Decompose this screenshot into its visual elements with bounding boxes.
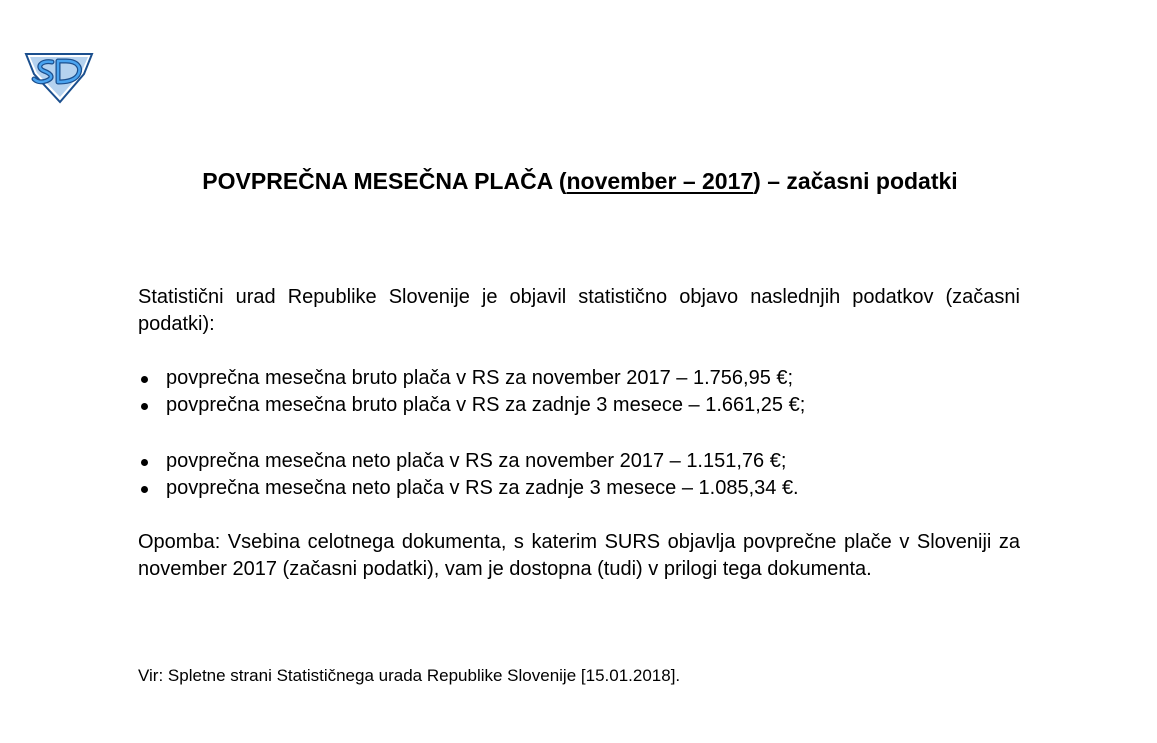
list-item: povprečna mesečna neto plača v RS za zadnje 3 mesece – 1.085,34 €. [138, 475, 1018, 502]
list-item: povprečna mesečna neto plača v RS za november 2017 – 1.151,76 €; [138, 448, 1018, 475]
title-part-1: POVPREČNA MESEČNA PLAČA ( [202, 168, 567, 194]
list-item: povprečna mesečna bruto plača v RS za november 2017 – 1.756,95 €; [138, 365, 1018, 392]
bruto-salary-list [138, 365, 1018, 419]
neto-salary-list [138, 448, 1018, 502]
list-item: povprečna mesečna bruto plača v RS za zadnje 3 mesece – 1.661,25 €; [138, 392, 1018, 419]
page-title [140, 166, 1020, 196]
title-part-2: ) – začasni podatki [753, 168, 958, 194]
title-period: november – 2017 [566, 168, 754, 194]
note-paragraph: Opomba: Vsebina celotnega dokumenta, s katerim SURS objavlja povprečne plače v Sloveniji za november 2017 (začasni podatki), vam je dostopna (tudi) v prilogi tega dokumenta. [138, 531, 1020, 580]
intro-paragraph: Statistični urad Republike Slovenije je objavil statistično objavo naslednjih podatkov (začasni podatki): [138, 286, 1020, 335]
source-citation: Vir: Spletne strani Statističnega urada Republike Slovenije [15.01.2018]. [138, 666, 681, 685]
shield-logo-icon [22, 48, 96, 104]
organization-logo [22, 48, 96, 104]
